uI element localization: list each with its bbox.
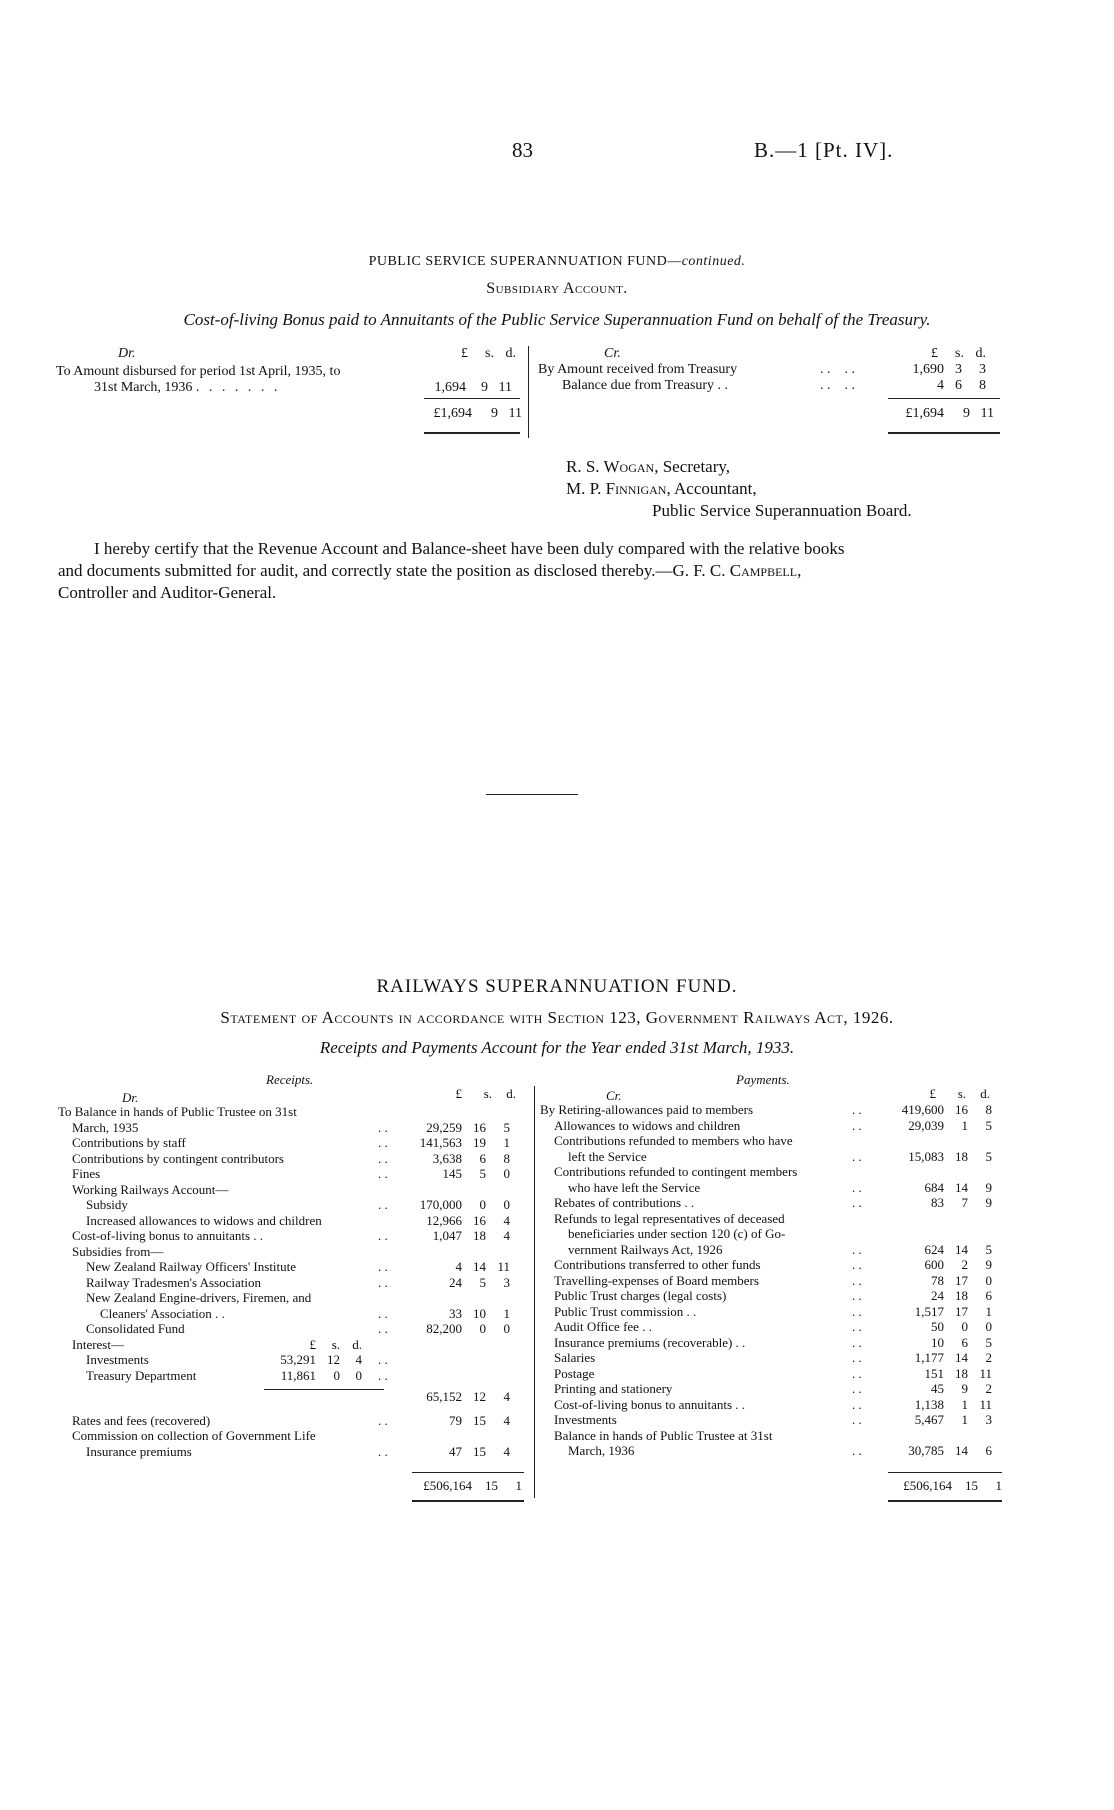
interest-currency-header: d. [352, 1336, 362, 1352]
psf-subtitle: Subsidiary Account. [486, 280, 628, 297]
payment-row-amount: 5 [985, 1334, 992, 1350]
payment-row-amount: 14 [955, 1179, 968, 1195]
payment-row-amount: 6 [961, 1334, 968, 1350]
payment-row-amount: 0 [985, 1272, 992, 1288]
payment-row-amount: 30,785 [908, 1443, 944, 1458]
payment-row-label: left the Service [568, 1148, 647, 1164]
leader-dots: . . [852, 1381, 862, 1396]
receipt-row [58, 1413, 528, 1429]
payment-row-amount: 9 [985, 1195, 992, 1210]
payment-row-amount: 83 [931, 1195, 944, 1210]
payment-row-amount: 6 [985, 1288, 992, 1303]
payment-row [540, 1335, 1006, 1351]
payment-row-amount: 1 [961, 1396, 968, 1412]
rsf-left-total-rule [412, 1472, 524, 1473]
receipt-row-amount: 4 [503, 1412, 510, 1428]
rsf-subtitle: Statement of Accounts in accordance with Section 123, Government Railways Act, 1926. [220, 1008, 894, 1027]
interest-currency-header: s. [331, 1336, 340, 1352]
psf-right-total: £1,694 9 11 [905, 406, 994, 421]
leader-dots: . . [378, 1197, 388, 1212]
psf-title: PUBLIC SERVICE SUPERANNUATION FUND—continued. [368, 254, 746, 269]
leader-dots: . . [852, 1303, 862, 1319]
payment-row-amount: 18 [955, 1288, 968, 1303]
interest-sub-amount: 0 [355, 1367, 362, 1383]
payment-row [540, 1149, 1006, 1165]
leader-dots: . . [378, 1443, 388, 1459]
receipt-row [58, 1166, 528, 1182]
leader-dots: . . [378, 1412, 388, 1428]
document-reference: B.—1 [Pt. IV]. [754, 138, 894, 162]
receipt-row [58, 1428, 528, 1444]
rsf-left-total: £506,164 15 1 [423, 1478, 522, 1493]
psf-left-total: £1,694 9 11 [433, 406, 522, 421]
receipt-row-amount: 3 [503, 1274, 510, 1290]
receipt-row-amount: 0 [503, 1166, 510, 1181]
leader-dots: . . [378, 1166, 388, 1181]
payment-row-amount: 8 [985, 1102, 992, 1117]
leader-dots: . . [378, 1259, 388, 1274]
payment-row-amount: 15,083 [908, 1148, 944, 1164]
receipt-row-amount: 5 [479, 1166, 486, 1181]
payment-row-label: Allowances to widows and children [554, 1117, 741, 1133]
psf-signature-board: Public Service Superannuation Board. [652, 501, 912, 520]
page-number: 83 [512, 138, 533, 162]
rsf-dr-label: Dr. [122, 1090, 139, 1105]
receipt-row-amount: 0 [479, 1321, 486, 1336]
payment-row [540, 1195, 1006, 1211]
receipt-row-amount: 1,047 [432, 1228, 462, 1243]
rsf-right-double-rule [888, 1500, 1002, 1502]
receipt-row-amount: 0 [479, 1197, 486, 1212]
receipt-row-amount: 145 [442, 1166, 462, 1181]
payment-row-label: Investments [554, 1412, 617, 1427]
leader-dots: . . [852, 1117, 862, 1133]
leader-dots: . . [852, 1288, 862, 1303]
leader-dots: . . [852, 1365, 862, 1381]
receipt-row [58, 1352, 528, 1368]
interest-subtotal-rule [264, 1389, 384, 1390]
payment-row-label: who have left the Service [568, 1179, 701, 1195]
payment-row-label: Postage [554, 1365, 595, 1381]
payment-row-label: Salaries [554, 1350, 596, 1365]
payment-row [540, 1288, 1006, 1304]
leader-dots: . . [378, 1150, 388, 1166]
receipt-row-label: Interest— [72, 1336, 124, 1352]
payment-row-label: Contributions transferred to other funds [554, 1257, 761, 1272]
rsf-right-total-rule [888, 1472, 1002, 1473]
payment-row-amount: 1,138 [914, 1396, 944, 1412]
receipt-row [58, 1228, 528, 1244]
payment-row-amount: 0 [961, 1319, 968, 1334]
payment-row-amount: 2 [961, 1257, 968, 1272]
receipt-row-label: Subsidies from— [72, 1243, 164, 1259]
payment-row-label: Rebates of contributions . . [554, 1195, 695, 1210]
payment-row-amount: 151 [924, 1365, 944, 1381]
payment-row-amount: 1 [961, 1412, 968, 1427]
payment-row-amount: 78 [931, 1272, 944, 1288]
payment-row-label: Contributions refunded to members who have [554, 1133, 793, 1148]
rsf-right-currency-header: £ s. d. [929, 1086, 990, 1101]
receipt-row-amount: 33 [449, 1305, 462, 1321]
psf-signature-secretary: R. S. Wogan, Secretary, [566, 457, 731, 476]
receipt-row-amount: 5 [479, 1274, 486, 1290]
payment-row-label: Insurance premiums (recoverable) . . [554, 1334, 746, 1350]
leader-dots: . . [378, 1367, 388, 1383]
leader-dots: . . [852, 1257, 862, 1272]
receipt-row [58, 1151, 528, 1167]
receipt-row [58, 1213, 528, 1229]
payment-row [540, 1381, 1006, 1397]
leader-dots: . . [852, 1241, 862, 1257]
receipt-row-amount: 14 [473, 1259, 486, 1274]
receipt-row [58, 1259, 528, 1275]
psf-caption: Cost-of-living Bonus paid to Annuitants of the Public Service Superannuation Fund on behalf of the Treasury. [183, 310, 931, 329]
receipt-row-amount: 47 [449, 1443, 462, 1459]
receipt-row-amount: 29,259 [426, 1119, 462, 1135]
payment-row [540, 1118, 1006, 1134]
receipt-row-label: March, 1935 [72, 1119, 139, 1135]
receipt-row-label: Contributions by contingent contributors [72, 1150, 284, 1166]
receipt-row [58, 1444, 528, 1460]
leader-dots: . . [378, 1135, 388, 1150]
receipt-row-amount: 141,563 [419, 1135, 462, 1150]
interest-sub-amount: 11,861 [280, 1367, 316, 1383]
receipt-row-label: Subsidy [86, 1197, 128, 1212]
receipt-row [58, 1182, 528, 1198]
payment-row-label: beneficiaries under section 120 (c) of Go- [568, 1226, 786, 1241]
payment-row [540, 1211, 1006, 1227]
payment-row-amount: 684 [924, 1179, 944, 1195]
psf-left-total-rule [424, 398, 520, 399]
receipt-row-amount: 79 [449, 1412, 462, 1428]
interest-sub-amount: 53,291 [280, 1352, 316, 1367]
payment-row-label: Public Trust commission . . [554, 1303, 697, 1319]
receipt-row-amount: 8 [503, 1150, 510, 1166]
receipt-row [58, 1244, 528, 1260]
payment-row-amount: 24 [931, 1288, 944, 1303]
psf-right-total-rule [888, 398, 1000, 399]
payment-row [540, 1257, 1006, 1273]
receipts-table [58, 1104, 528, 1459]
receipt-row-label: Contributions by staff [72, 1135, 186, 1150]
receipt-row-amount: 11 [497, 1259, 510, 1274]
payment-row-amount: 5 [985, 1148, 992, 1164]
leader-dots: . . [852, 1102, 862, 1117]
receipt-row-label: Consolidated Fund [86, 1321, 185, 1336]
receipt-row-amount: 1 [503, 1305, 510, 1321]
leader-dots: . . [378, 1274, 388, 1290]
payment-row-amount: 5,467 [914, 1412, 944, 1427]
payment-row-amount: 2 [985, 1350, 992, 1365]
receipt-row-amount: 4 [503, 1228, 510, 1243]
payment-row-label: Contributions refunded to contingent members [554, 1164, 798, 1179]
receipt-row-label: To Balance in hands of Public Trustee on 31st [58, 1104, 297, 1119]
receipt-row-label: Rates and fees (recovered) [72, 1412, 211, 1428]
leader-dots: . . [852, 1350, 862, 1365]
payment-row-amount: 10 [931, 1334, 944, 1350]
receipt-row-amount: 15 [473, 1412, 486, 1428]
payment-row-amount: 1,177 [914, 1350, 944, 1365]
receipt-row [58, 1337, 528, 1353]
payment-row-amount: 7 [961, 1195, 968, 1210]
receipt-row-amount: 18 [473, 1228, 486, 1243]
payment-row-amount: 1 [985, 1303, 992, 1319]
rsf-cr-label: Cr. [606, 1088, 622, 1103]
psf-signature-accountant: M. P. Finnigan, Accountant, [566, 479, 757, 498]
receipt-row-amount: 10 [473, 1305, 486, 1321]
payment-row [540, 1133, 1006, 1149]
receipt-row-amount: 4 [455, 1259, 462, 1274]
payment-row-label: March, 1936 [568, 1443, 635, 1458]
receipt-row-amount: 82,200 [426, 1321, 462, 1336]
leader-dots: . . [378, 1228, 388, 1243]
receipt-row-label: Cleaners' Association . . [100, 1305, 225, 1321]
receipt-row-amount: 19 [473, 1135, 486, 1150]
interest-currency-header: £ [309, 1336, 316, 1352]
leader-dots: . . [378, 1119, 388, 1135]
payments-table [540, 1102, 1006, 1459]
payment-row-label: Public Trust charges (legal costs) [554, 1288, 727, 1303]
payment-row-amount: 624 [924, 1241, 944, 1257]
receipt-row-amount: 12 [473, 1389, 486, 1404]
payment-row-amount: 1 [961, 1117, 968, 1133]
payment-row-amount: 14 [955, 1443, 968, 1458]
leader-dots: . . [852, 1195, 862, 1210]
payment-row-amount: 18 [955, 1365, 968, 1381]
psf-left-double-rule [424, 432, 520, 434]
psf-right-double-rule [888, 432, 1000, 434]
leader-dots: . . [378, 1352, 388, 1367]
receipt-row [58, 1368, 528, 1384]
payment-row-amount: 14 [955, 1350, 968, 1365]
payment-row-amount: 1,517 [914, 1303, 944, 1319]
payment-row [540, 1180, 1006, 1196]
payments-label: Payments. [736, 1072, 790, 1087]
payment-row [540, 1242, 1006, 1258]
payment-row-amount: 18 [955, 1148, 968, 1164]
receipt-row [58, 1321, 528, 1337]
receipt-row-amount: 0 [503, 1321, 510, 1336]
psf-dr-label: Dr. [118, 346, 136, 361]
rsf-left-currency-header: £ s. d. [455, 1086, 516, 1101]
leader-dots: . . [378, 1305, 388, 1321]
section-separator [486, 794, 578, 795]
receipt-row-label: Insurance premiums [86, 1443, 192, 1459]
receipt-row-amount: 5 [503, 1119, 510, 1135]
receipt-row [58, 1197, 528, 1213]
payment-row-label: By Retiring-allowances paid to members [540, 1102, 754, 1117]
payment-row-label: Refunds to legal representatives of deceased [554, 1210, 785, 1226]
receipt-row [58, 1120, 528, 1136]
payment-row-amount: 17 [955, 1272, 968, 1288]
receipt-row-amount: 0 [503, 1197, 510, 1212]
receipt-row-amount: 15 [473, 1443, 486, 1459]
receipt-row [58, 1275, 528, 1291]
psf-cr-label: Cr. [604, 346, 621, 361]
receipt-row-amount: 4 [503, 1389, 510, 1404]
payment-row-amount: 419,600 [901, 1102, 944, 1117]
receipt-row-label: New Zealand Railway Officers' Institute [86, 1259, 297, 1274]
payment-row [540, 1412, 1006, 1428]
payment-row [540, 1366, 1006, 1382]
receipt-row-amount: 3,638 [432, 1150, 462, 1166]
receipt-row-amount: 24 [449, 1274, 462, 1290]
payment-row [540, 1226, 1006, 1242]
receipt-row [58, 1306, 528, 1322]
payment-row-amount: 17 [955, 1303, 968, 1319]
payment-row-label: Travelling-expenses of Board members [554, 1272, 759, 1288]
receipt-row [58, 1389, 528, 1405]
payment-row [540, 1319, 1006, 1335]
leader-dots: . . [378, 1321, 388, 1336]
receipt-row-amount: 6 [479, 1150, 486, 1166]
receipt-row-label: Working Railways Account— [72, 1181, 229, 1197]
payment-row-amount: 29,039 [908, 1117, 944, 1133]
leader-dots: . . [852, 1412, 862, 1427]
leader-dots: . . [852, 1179, 862, 1195]
payment-row [540, 1443, 1006, 1459]
payment-row [540, 1164, 1006, 1180]
leader-dots: . . [852, 1272, 862, 1288]
payment-row [540, 1428, 1006, 1444]
audit-certificate: I hereby certify that the Revenue Account and Balance-sheet have been duly compared with the relative books and documents submitted for audit, and correctly state the position as disclosed thereby.—G. F. C. Campbell, Controller and Auditor-General. [58, 539, 845, 602]
payment-row [540, 1304, 1006, 1320]
receipt-row-label: Fines [72, 1166, 101, 1181]
leader-dots: . . [852, 1396, 862, 1412]
payment-row-amount: 6 [985, 1443, 992, 1458]
receipt-row-amount: 4 [503, 1443, 510, 1459]
payment-row-amount: 5 [985, 1117, 992, 1133]
receipt-row-label: Cost-of-living bonus to annuitants . . [72, 1228, 264, 1243]
psf-credit-entries: By Amount received from Treasury . . . . 1,690 3 3 Balance due from Treasury . . . . . . 4 6 8 [538, 362, 986, 393]
payment-row-amount: 11 [979, 1396, 992, 1412]
receipt-row-amount: 170,000 [419, 1197, 462, 1212]
payment-row-amount: 0 [985, 1319, 992, 1334]
receipt-row-amount: 16 [473, 1212, 486, 1228]
interest-sub-amount: 0 [333, 1367, 340, 1383]
interest-sub-amount: 4 [355, 1352, 362, 1367]
receipt-row-amount: 12,966 [426, 1212, 462, 1228]
psf-left-currency-header: £ s. d. [461, 346, 516, 361]
interest-sub-amount: 12 [327, 1352, 340, 1367]
leader-dots: . . [852, 1319, 862, 1334]
payment-row-amount: 50 [931, 1319, 944, 1334]
payment-row-amount: 45 [931, 1381, 944, 1396]
payment-row-label: Printing and stationery [554, 1381, 673, 1396]
receipt-row-label: Increased allowances to widows and children [86, 1212, 322, 1228]
payment-row [540, 1397, 1006, 1413]
psf-right-currency-header: £ s. d. [931, 346, 986, 361]
receipt-row [58, 1135, 528, 1151]
receipts-label: Receipts. [266, 1072, 314, 1087]
payment-row-amount: 9 [985, 1257, 992, 1272]
rsf-title: RAILWAYS SUPERANNUATION FUND. [376, 976, 738, 997]
leader-dots: . . [852, 1334, 862, 1350]
payment-row [540, 1102, 1006, 1118]
payment-row-amount: 2 [985, 1381, 992, 1396]
payment-row-amount: 9 [985, 1179, 992, 1195]
payment-row-amount: 9 [961, 1381, 968, 1396]
receipt-row-label: New Zealand Engine-drivers, Firemen, and [86, 1290, 312, 1305]
payment-row-amount: 14 [955, 1241, 968, 1257]
leader-dots: . . [852, 1148, 862, 1164]
psf-debit-entry: To Amount disbursed for period 1st April, 1935, to 31st March, 1936 . . . . . . . 1,694 9 11 [56, 364, 512, 395]
payment-row-label: Audit Office fee . . [554, 1319, 652, 1334]
receipt-row-amount: 1 [503, 1135, 510, 1150]
receipt-row-label: Treasury Department [86, 1367, 197, 1383]
payment-row-label: Balance in hands of Public Trustee at 31st [554, 1427, 773, 1443]
payment-row [540, 1350, 1006, 1366]
payment-row-amount: 11 [979, 1365, 992, 1381]
payment-row-amount: 3 [985, 1412, 992, 1427]
receipt-row-amount: 16 [473, 1119, 486, 1135]
receipt-row-amount: 65,152 [426, 1389, 462, 1404]
payment-row [540, 1273, 1006, 1289]
psf-center-divider [528, 346, 529, 438]
receipt-row [58, 1104, 528, 1120]
rsf-center-divider [534, 1086, 535, 1498]
rsf-caption: Receipts and Payments Account for the Year ended 31st March, 1933. [319, 1038, 795, 1057]
payment-row-amount: 600 [924, 1257, 944, 1272]
payment-row-amount: 16 [955, 1102, 968, 1117]
payment-row-amount: 5 [985, 1241, 992, 1257]
leader-dots: . . [852, 1443, 862, 1458]
receipt-row-label: Commission on collection of Government Life [72, 1428, 316, 1443]
payment-row-label: Cost-of-living bonus to annuitants . . [554, 1396, 746, 1412]
receipt-row-label: Investments [86, 1352, 149, 1367]
rsf-left-double-rule [412, 1500, 524, 1502]
receipt-row [58, 1290, 528, 1306]
receipt-row-amount: 4 [503, 1212, 510, 1228]
receipt-row-label: Railway Tradesmen's Association [86, 1274, 261, 1290]
payment-row-label: vernment Railways Act, 1926 [568, 1241, 723, 1257]
rsf-right-total: £506,164 15 1 [903, 1478, 1002, 1493]
